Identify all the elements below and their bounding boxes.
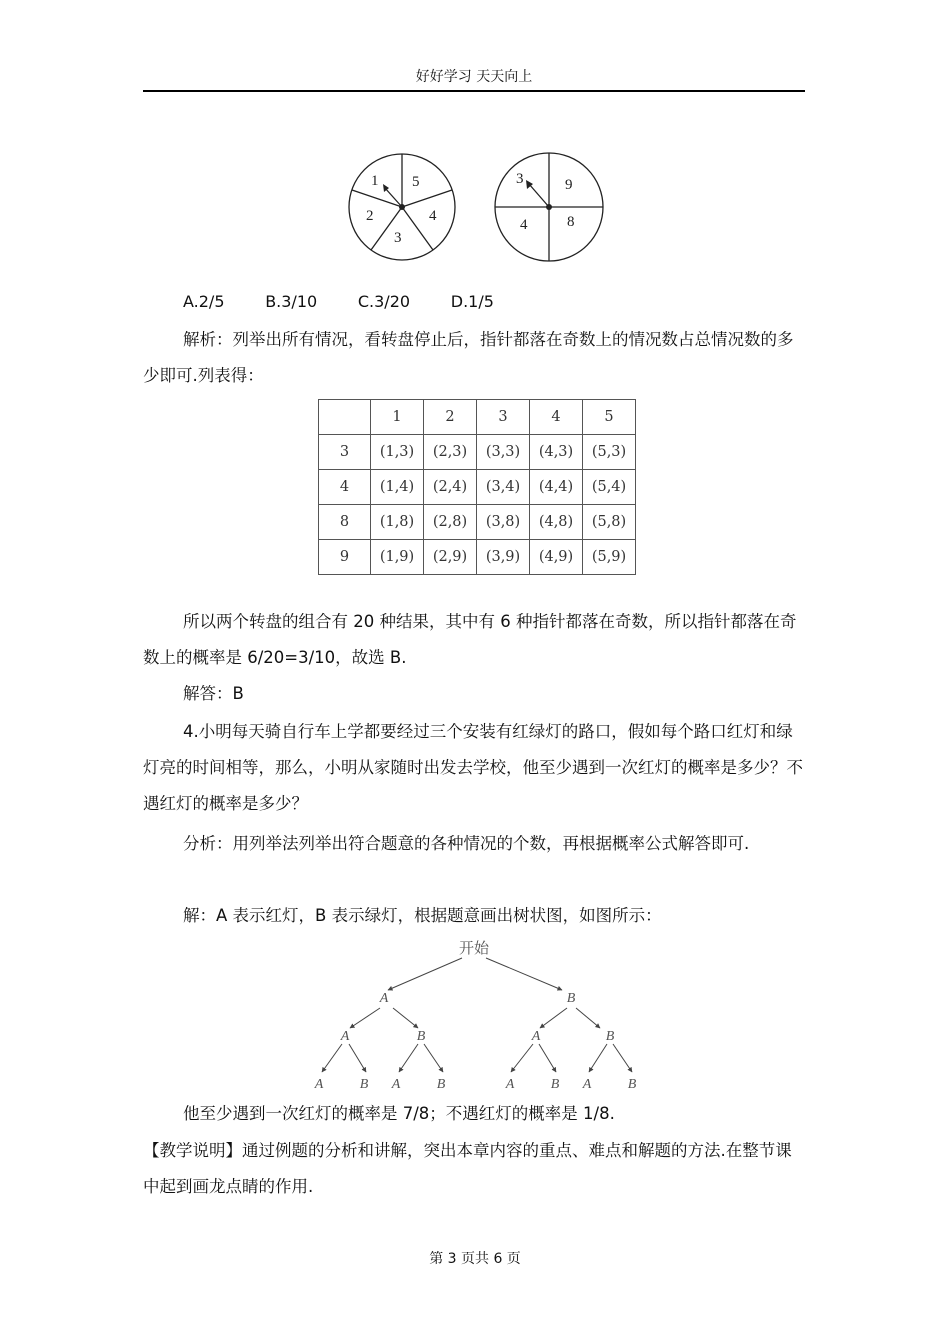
page-header: 好好学习 天天向上 [143, 66, 805, 92]
spinner-left [349, 154, 455, 260]
tree-node: B [566, 991, 576, 1006]
table-cell: 4 [319, 470, 371, 505]
table-cell: 3 [319, 435, 371, 470]
spinner-right [495, 153, 603, 261]
sector-label: 1 [371, 173, 379, 189]
table-cell: (3,3) [477, 435, 530, 470]
tree-node: B [627, 1077, 637, 1092]
table-row [319, 470, 636, 505]
table-cell: (5,9) [583, 540, 636, 575]
sector-label: 4 [520, 217, 528, 233]
tree-node: B [605, 1029, 615, 1044]
table-cell [319, 400, 371, 435]
tree-node: A [379, 991, 389, 1006]
table-cell: (5,8) [583, 505, 636, 540]
question-4: 4.小明每天骑自行车上学都要经过三个安装有红绿灯的路口，假如每个路口红灯和绿灯亮的时间相等，那么，小明从家随时出发去学校，他至少遇到一次红灯的概率是多少？不遇红灯的概率是多少？ [143, 722, 803, 813]
table-cell: 4 [530, 400, 583, 435]
table-header-row [319, 400, 636, 435]
table-cell: (3,4) [477, 470, 530, 505]
analysis-4: 分析：用列举法列举出符合题意的各种情况的个数，再根据概率公式解答即可. [183, 834, 750, 853]
table-cell: (5,4) [583, 470, 636, 505]
tree-node: A [582, 1077, 592, 1092]
sector-label: 9 [565, 177, 573, 193]
table-cell: (2,9) [424, 540, 477, 575]
result-4: 他至少遇到一次红灯的概率是 7/8；不遇红灯的概率是 1/8. [183, 1104, 615, 1123]
table-row [319, 540, 636, 575]
tree-node: A [391, 1077, 401, 1092]
answer-line: 解答：B [183, 684, 244, 703]
table-cell: (2,3) [424, 435, 477, 470]
tree-node: B [416, 1029, 426, 1044]
tree-node: A [340, 1029, 350, 1044]
table-cell: (3,9) [477, 540, 530, 575]
table-cell: (1,3) [371, 435, 424, 470]
spinner-figure [340, 146, 620, 270]
table-cell: (2,4) [424, 470, 477, 505]
table-cell: 9 [319, 540, 371, 575]
tree-node: A [505, 1077, 515, 1092]
table-cell: (1,9) [371, 540, 424, 575]
answer-options: A.2/5 B.3/10 C.3/20 D.1/5 [183, 292, 494, 311]
table-cell: (3,8) [477, 505, 530, 540]
tree-node: B [550, 1077, 560, 1092]
table-cell: (5,3) [583, 435, 636, 470]
table-cell: (4,8) [530, 505, 583, 540]
table-row [319, 435, 636, 470]
table-row [319, 505, 636, 540]
table-cell: (4,3) [530, 435, 583, 470]
outcome-table [318, 399, 636, 575]
table-cell: (1,4) [371, 470, 424, 505]
tree-node: B [436, 1077, 446, 1092]
table-cell: 1 [371, 400, 424, 435]
table-cell: (1,8) [371, 505, 424, 540]
sector-label: 3 [516, 171, 524, 187]
table-cell: 8 [319, 505, 371, 540]
table-cell: (4,4) [530, 470, 583, 505]
tree-diagram [300, 938, 650, 1098]
table-cell: 2 [424, 400, 477, 435]
sector-label: 3 [394, 230, 402, 246]
tree-node: A [531, 1029, 541, 1044]
tree-node: A [314, 1077, 324, 1092]
table-cell: 3 [477, 400, 530, 435]
tree-root: 开始 [458, 941, 490, 957]
page-footer: 第 3 页共 6 页 [429, 1251, 521, 1267]
table-cell: 5 [583, 400, 636, 435]
tree-node: B [359, 1077, 369, 1092]
conclusion-paragraph: 所以两个转盘的组合有 20 种结果，其中有 6 种指针都落在奇数，所以指针都落在奇数上的概率是 6/20=3/10，故选 B. [143, 612, 797, 667]
table-cell: (4,9) [530, 540, 583, 575]
sector-label: 2 [366, 208, 374, 224]
sector-label: 5 [412, 174, 420, 190]
sector-label: 8 [567, 214, 575, 230]
table-cell: (2,8) [424, 505, 477, 540]
sector-label: 4 [429, 208, 437, 224]
solution-4: 解：A 表示红灯，B 表示绿灯，根据题意画出树状图，如图所示： [183, 906, 662, 925]
teaching-note: 【教学说明】通过例题的分析和讲解，突出本章内容的重点、难点和解题的方法.在整节课中起到画龙点睛的作用. [143, 1141, 792, 1196]
analysis-paragraph: 解析：列举出所有情况，看转盘停止后，指针都落在奇数上的情况数占总情况数的多少即可.列表得： [143, 330, 794, 385]
